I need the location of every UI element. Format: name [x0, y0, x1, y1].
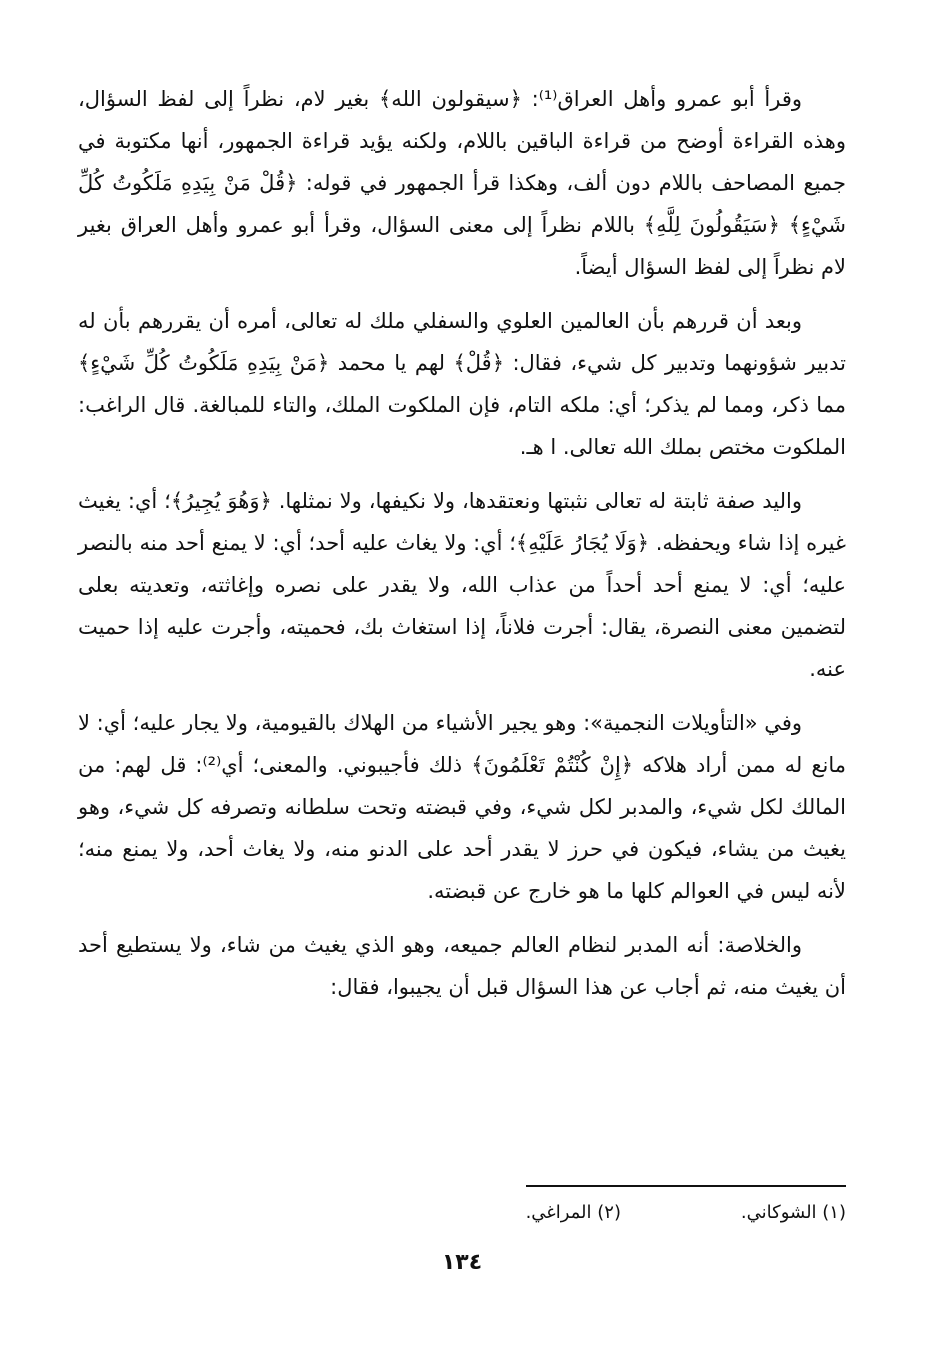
footnotes [78, 1198, 846, 1228]
page-content [78, 78, 846, 1298]
footnote-2: (٢) المراغي. [525, 1202, 621, 1223]
paragraph-tawilat-najmiya: وفي «التأويلات النجمية»: وهو يجير الأشياء من الهلاك بالقيومية، ولا يجار عليه؛ أي: لا مانع له ممن أراد هلاكه ﴿إِنْ كُنْتُمْ تَعْلَمُونَ﴾ ذلك فأجيبوني. والمعنى؛ أي⁽²⁾: قل لهم: من المالك لكل شيء، والمدبر لكل شيء، وفي قبضته وتحت سلطانه وتصرفه كل شيء، وهو يغيث من يشاء، فيكون في حرز لا يقدر أحد على الدنو منه، ولا يغاث أحد، ولا يمنع منه؛ لأنه ليس في العوالم كلها ما هو خارج عن قبضته. [78, 711, 846, 903]
page-number: ١٣٤ [441, 1250, 483, 1275]
paragraph-khulasa: والخلاصة: أنه المدبر لنظام العالم جميعه، وهو الذي يغيث من شاء، ولا يستطيع أحد أن يغيث منه، ثم أجاب عن هذا السؤال قبل أن يجيبوا، فقال: [78, 933, 846, 999]
paragraph-abu-amr-reading: وقرأ أبو عمرو وأهل العراق⁽¹⁾: ﴿سيقولون الله﴾ بغير لام، نظراً إلى لفظ السؤال، وهذه القراءة أوضح من قراءة الباقين باللام، ولكنه يؤيد قراءة الجمهور، أنها مكتوبة في جميع المصاحف باللام دون ألف، وهكذا قرأ الجمهور في قوله: ﴿قُلْ مَنْ بِيَدِهِ مَلَكُوتُ كُلِّ شَيْءٍ﴾ ﴿سَيَقُولُونَ لِلَّهِ﴾ باللام نظراً إلى معنى السؤال، وقرأ أبو عمرو وأهل العراق بغير لام نظراً إلى لفظ السؤال أيضاً. [78, 87, 846, 279]
footnote-divider [526, 1185, 846, 1187]
paragraph-yad-sifa: واليد صفة ثابتة له تعالى نثبتها ونعتقدها، ولا نكيفها، ولا نمثلها. ﴿وَهُوَ يُجِيرُ﴾؛ أي: يغيث غيره إذا شاء ويحفظه. ﴿وَلَا يُجَارُ عَلَيْهِ﴾؛ أي: ولا يغاث عليه أحد؛ أي: لا يمنع أحد منه بالنصر عليه؛ أي: لا يمنع أحد أحداً من عذاب الله، ولا يقدر على نصره وإغاثته، وتعديته بعلى لتضمين معنى النصرة، يقال: أجرت فلاناً، إذا استغاث بك، فحميته، وأجرت عليه إذا حميت عنه. [78, 489, 846, 681]
paragraph-tadbir: وبعد أن قررهم بأن العالمين العلوي والسفلي ملك له تعالى، أمره أن يقررهم بأن له تدبير شؤونهما وتدبير كل شيء، فقال: ﴿قُلْ﴾ لهم يا محمد ﴿مَنْ بِيَدِهِ مَلَكُوتُ كُلِّ شَيْءٍ﴾ مما ذكر، ومما لم يذكر؛ أي: ملكه التام، فإن الملكوت الملك، والتاء للمبالغة. قال الراغب: الملكوت مختص بملك الله تعالى. ا هـ. [78, 309, 846, 459]
footnote-1: (١) الشوكاني. [740, 1202, 846, 1223]
